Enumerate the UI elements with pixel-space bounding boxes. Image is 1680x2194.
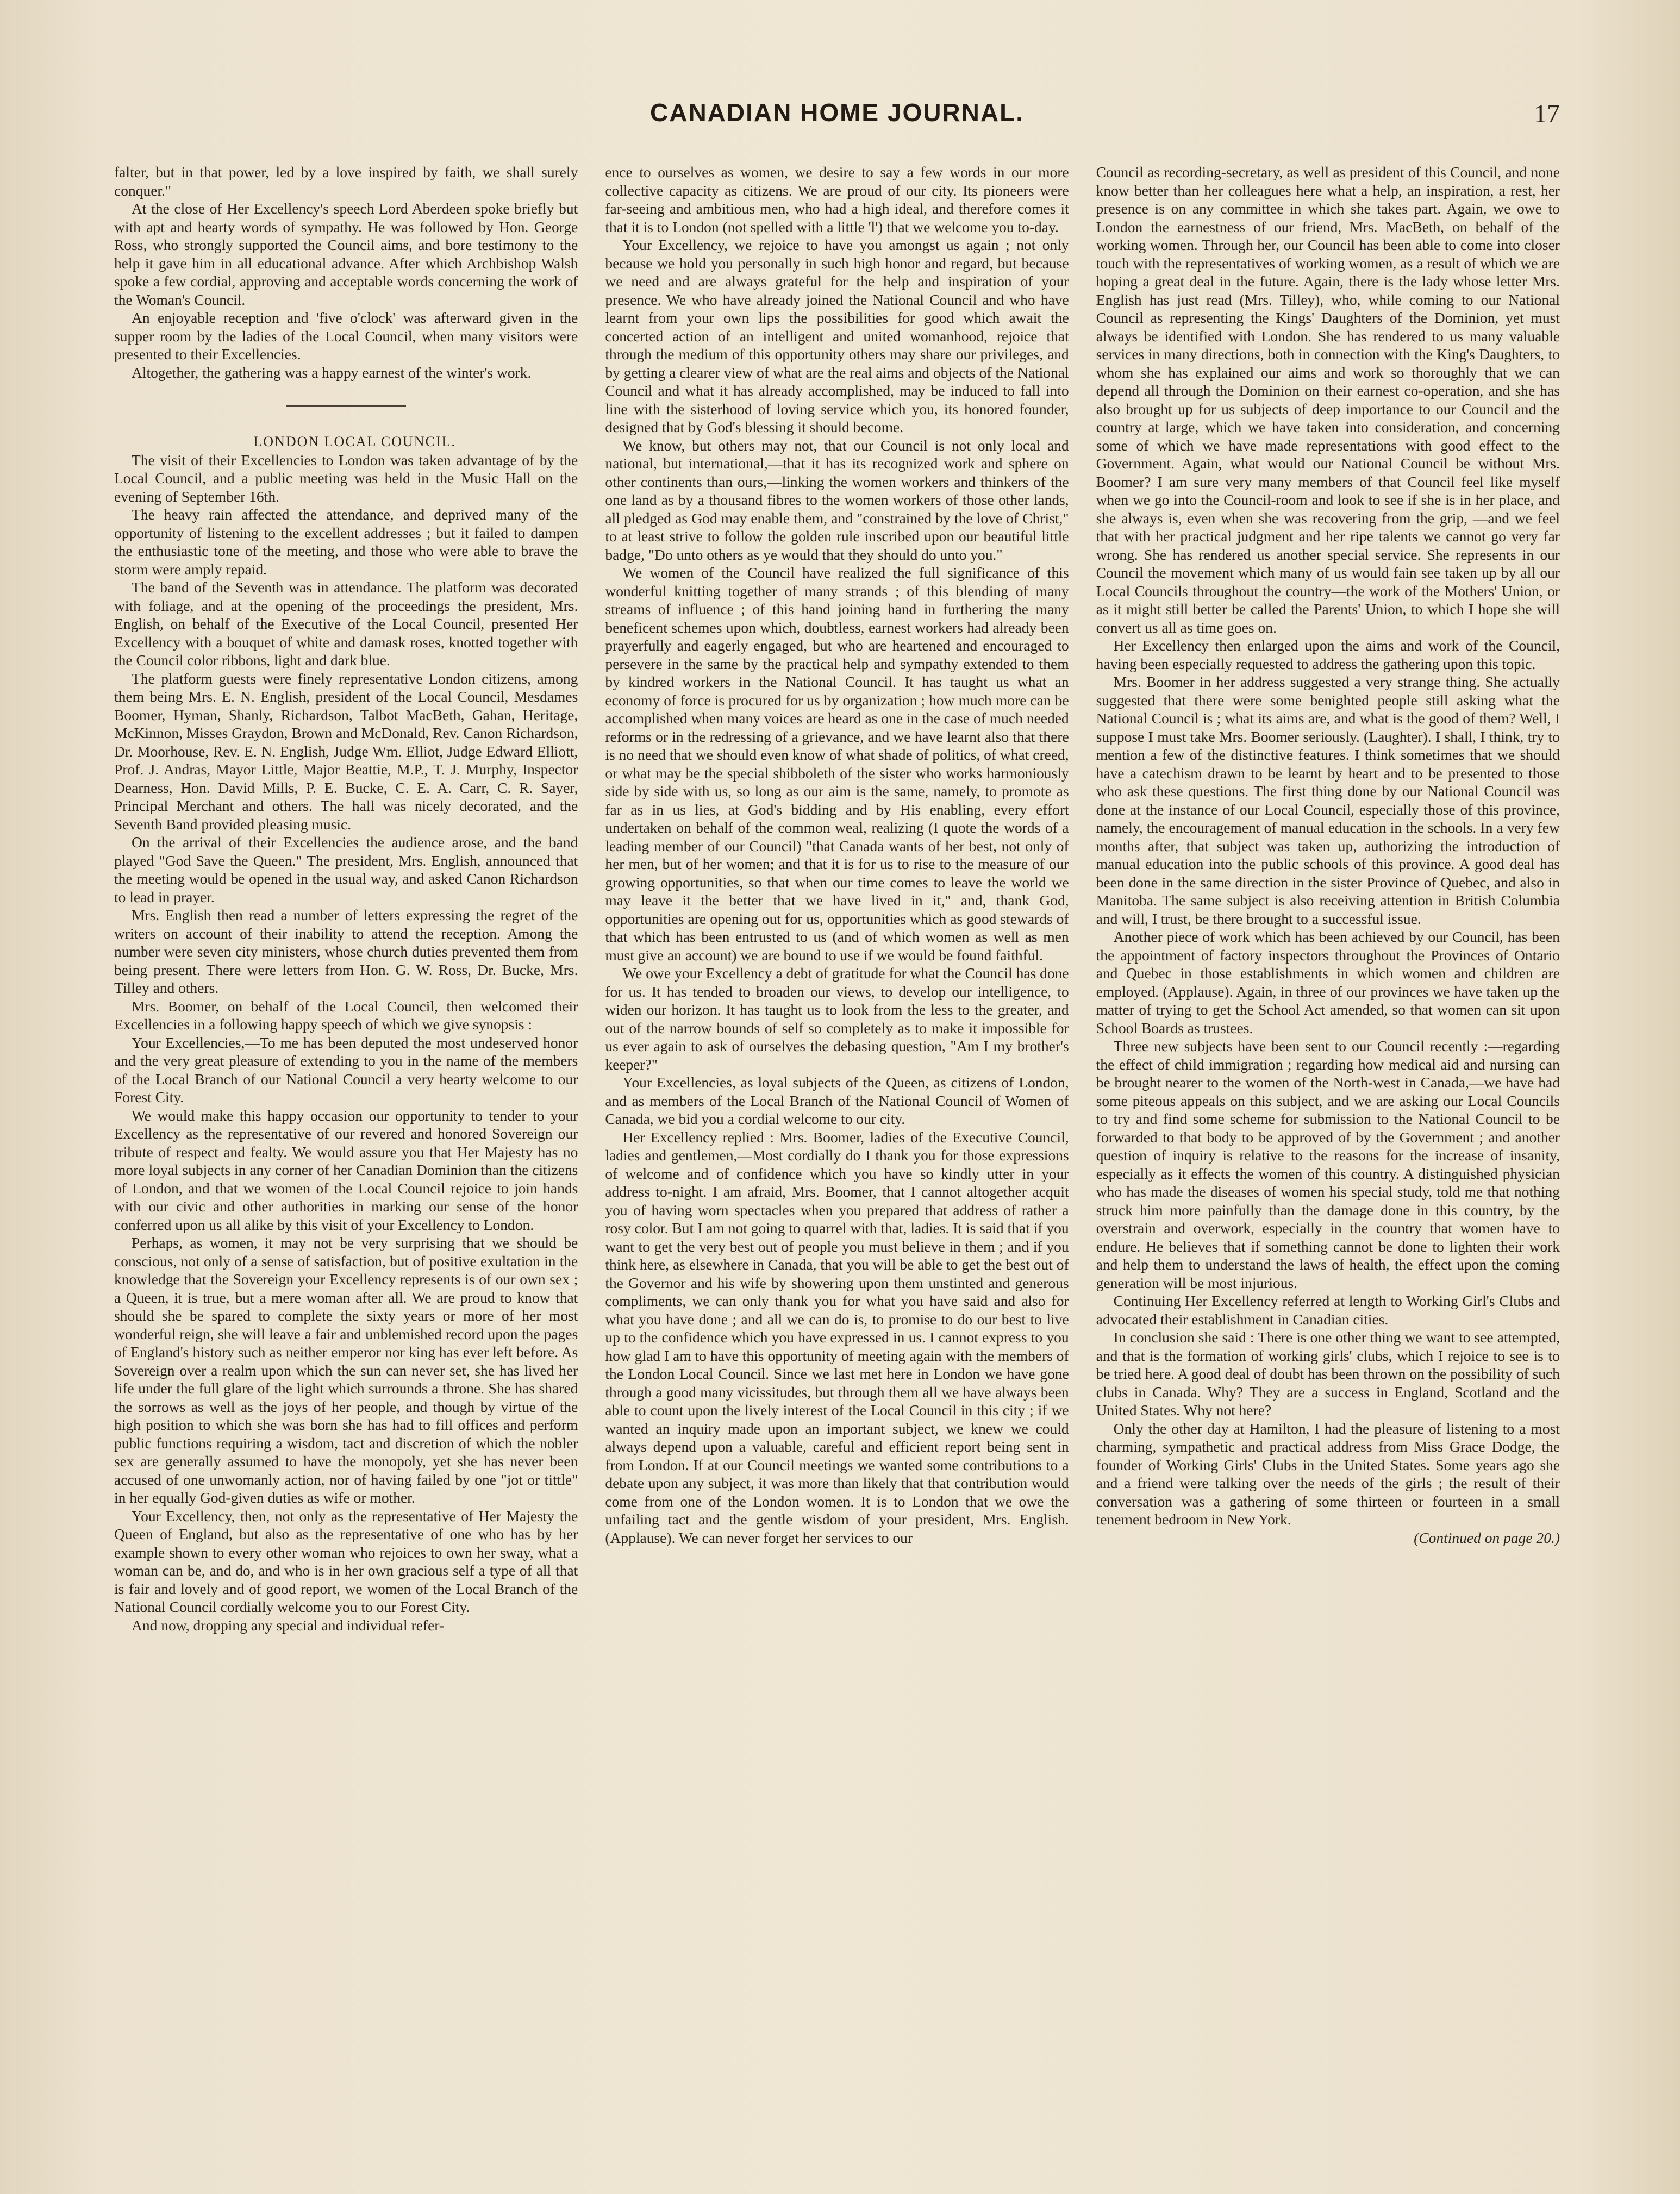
paragraph: The heavy rain affected the attendance, and deprived many of the opportunity of listening to the excellent addresses ; but it failed to dampen the enthusiastic tone of the meeting, and those who were able to brave the storm were amply repaid. <box>114 506 578 578</box>
paragraph: Continuing Her Excellency referred at length to Working Girl's Clubs and advocated their establishment in Canadian cities. <box>1096 1292 1560 1328</box>
paragraph: ence to ourselves as women, we desire to say a few words in our more collective capacity as citizens. We are proud of our city. Its pioneers were far-seeing and ambitious men, who had a high ideal, and therefore comes it that it is to London (not spelled with a little 'l') that we welcome you to-day. <box>605 164 1069 235</box>
paragraph: The band of the Seventh was in attendance. The platform was decorated with foliage, and at the opening of the proceedings the president, Mrs. English, on behalf of the Executive of the Local Council, presented Her Excellency with a bouquet of white and damask roses, knotted together with the Council color ribbons, light and dark blue. <box>114 579 578 668</box>
paragraph: Perhaps, as women, it may not be very surprising that we should be conscious, not only of a sense of satisfaction, but of positive exultation in the knowledge that the Sovereign your Excellency represents is of our own sex ; a Queen, it is true, but a mere woman after all. We are proud to know that should she be spared to complete the sixty years or more of her most wonderful reign, she will leave a fair and unblemished record upon the pages of England's history such as neither emperor nor king has ever left before. As Sovereign over a realm upon which the sun can never set, she has lived her life under the full glare of the light which surrounds a throne. She has shared the sorrows as well as the joys of her people, and though by virtue of the high position to which she was born she has had to fill offices and perform public functions requiring a wisdom, tact and discretion of which the nobler sex are generally assumed to have the monopoly, yet she has never been accused of one unwomanly action, nor of having failed by one "jot or tittle" in her equally God-given duties as wife or mother. <box>114 1234 578 1506</box>
page-number: 17 <box>1534 99 1560 128</box>
paragraph: Her Excellency then enlarged upon the aims and work of the Council, having been especially requested to address the gathering upon this topic. <box>1096 637 1560 672</box>
paragraph: We owe your Excellency a debt of gratitude for what the Council has done for us. It has tended to broaden our views, to develop our intelligence, to widen our horizon. It has taught us to look from the less to the greater, and out of the narrow bounds of self so completely as to make it impossible for us ever again to ask of ourselves the debasing question, "Am I my brother's keeper?" <box>605 965 1069 1073</box>
paragraph: falter, but in that power, led by a love inspired by faith, we shall surely conquer." <box>114 164 578 199</box>
paragraph: The visit of their Excellencies to London was taken advantage of by the Local Council, and a public meeting was held in the Music Hall on the evening of September 16th. <box>114 451 578 505</box>
paragraph: At the close of Her Excellency's speech Lord Aberdeen spoke briefly but with apt and hearty words of sympathy. He was followed by Hon. George Ross, who strongly supported the Council aims, and bore testimony to the help it gave him in all educational advance. After which Archbishop Walsh spoke a few cordial, approving and acceptable words concerning the work of the Woman's Council. <box>114 200 578 308</box>
paragraph: We women of the Council have realized the full significance of this wonderful knitting together of many strands ; of this blending of many streams of influence ; of this hand joining hand in furthering the many beneficent schemes upon which, doubtless, earnest workers had already been prayerfully and eagerly engaged, but who are heartened and encouraged to persevere in the same by the practical help and sympathy extended to them by kindred workers in the National Council. It has taught us what an economy of force is procured for us by organization ; how much more can be accomplished when many voices are heard as one in the case of much needed reforms or in the redressing of a grievance, and we have learnt also that there is no need that we should even know of what shade of politics, of what creed, or what may be the special shibboleth of the sister who works harmoniously side by side with us, so long as our aim is the same, namely, to promote as far as in us lies, at God's bidding and by His enabling, every effort undertaken on behalf of the common weal, realizing (I quote the words of a leading member of our Council) "that Canada wants of her best, not only of her men, but of her women; and that it is for us to rise to the measure of our growing opportunities, so that when our time comes to leave the world we may leave it the better that we have lived in it," and, thank God, opportunities are opening out for us, opportunities which as good stewards of that which has been entrusted to us (and of which women as well as men must give an account) we are bound to use if we would be found faithful. <box>605 564 1069 964</box>
paragraph: In conclusion she said : There is one other thing we want to see attempted, and that is the formation of working girls' clubs, which I rejoice to see is to be tried here. A good deal of doubt has been thrown on the possibility of such clubs in Canada. Why? They are a success in England, Scotland and the United States. Why not here? <box>1096 1329 1560 1418</box>
paragraph: And now, dropping any special and individual refer- <box>132 1616 445 1634</box>
paragraph: Your Excellency, then, not only as the representative of Her Majesty the Queen of England, but also as the representative of one who has by her example shown to every other woman who rejoices to own her sway, what a woman can be, and do, and who is in her own gracious self a type of all that is fair and lovely and of good report, we women of the Local Branch of the National Council cordially welcome you to our Forest City. <box>114 1507 578 1615</box>
continued-note: (Continued on page 20.) <box>1414 1529 1560 1546</box>
paragraph: Altogether, the gathering was a happy earnest of the winter's work. <box>132 364 532 381</box>
paragraph: Your Excellency, we rejoice to have you amongst us again ; not only because we hold you personally in such high honor and regard, but because we need and are always grateful for the help and inspiration of your presence. We who have already joined the National Council and who have learnt from your own lips the possibilities for good which await the concerted action of an intelligent and united womanhood, rejoice that through the medium of this opportunity others may share our privileges, and by getting a clearer view of what are the real aims and objects of the National Council and what it has already accomplished, may be induced to fall into line with the sisterhood of loving service which you, its honored founder, designed that by God's blessing it should become. <box>605 236 1069 435</box>
paragraph: On the arrival of their Excellencies the audience arose, and the band played "God Save the Queen." The president, Mrs. English, announced that the meeting would be opened in the usual way, and asked Canon Richardson to lead in prayer. <box>114 834 578 905</box>
paragraph: Her Excellency replied : Mrs. Boomer, ladies of the Executive Council, ladies and gentlemen,—Most cordially do I thank you for those expressions of welcome and of confidence which you have so kindly utter in your address to-night. I am afraid, Mrs. Boomer, that I cannot altogether acquit you of having worn spectacles when you prepared that address of rather a rosy color. But I am not going to quarrel with that, ladies. It is said that if you want to get the very best out of people you must believe in them ; and if you think here, as elsewhere in Canada, that you will be able to get the best out of the Governor and his wife by showering upon them unstinted and generous compliments, we can only thank you for what you have said and also for what you have done ; and all we can do is, to promise to do our best to live up to the confidence which you have expressed in us. I cannot express to you how glad I am to have this opportunity of meeting again with the members of the London Local Council. Since we last met here in London we have gone through a good many vicissitudes, but through them all we have always been able to count upon the lively interest of the Local Council in this city ; if we wanted an inquiry made upon an important subject, we knew we could always depend upon a valuable, careful and efficient report being sent in from London. If at our Council meetings we wanted some contributions to a debate upon any subject, it was more than likely that that contribution would come from one of the London women. It is to London that we owe the unfailing tact and the gentle wisdom of your president, Mrs. English. (Applause). We can never forget her services to our <box>605 1128 1069 1546</box>
section-divider <box>286 405 406 407</box>
paragraph: Three new subjects have been sent to our Council recently :—regarding the effect of child immigration ; regarding how medical aid and nursing can be brought nearer to the women of the North-west in Canada,—we have had some piteous appeals on this subject, and we are asking our Local Councils to try and find some scheme for submission to the National Council to be forwarded to that body to be approved of by the Government ; and another question of inquiry is relative to the reasons for the increase of insanity, especially as it effects the women of this country. A distinguished physician who has made the diseases of women his special study, told me that nothing struck him more painfully than the damage done in this country, by the overstrain and overwork, especially in the country that women have to endure. He believes that if something cannot be done to lighten their work and help them to understand the laws of health, the effect upon the coming generation will be most injurious. <box>1096 1037 1560 1291</box>
column-3 <box>1096 163 1560 2098</box>
paragraph: Another piece of work which has been achieved by our Council, has been the appointment of factory inspectors throughout the Provinces of Ontario and Quebec in those establishments in which women and children are employed. (Applause). Again, in three of our provinces we have taken up the matter of trying to get the School Act amended, so that women can sit upon School Boards as trustees. <box>1096 928 1560 1036</box>
paragraph: An enjoyable reception and 'five o'clock' was afterward given in the supper room by the ladies of the Local Council, when many visitors were presented to their Excellencies. <box>114 309 578 362</box>
paragraph: The platform guests were finely representative London citizens, among them being Mrs. E. N. English, president of the Local Council, Mesdames Boomer, Hyman, Shanly, Richardson, Talbot MacBeth, Gahan, Heritage, McKinnon, Misses Graydon, Brown and McDonald, Rev. Canon Richardson, Dr. Moorhouse, Rev. E. N. English, Judge Wm. Elliot, Judge Edward Elliott, Prof. J. Andras, Mayor Little, Major Beattie, M.P., T. J. Murphy, Inspector Dearness, Hon. David Mills, P. E. Bucke, C. E. A. Carr, C. R. Sayer, Principal Merchant and others. The hall was nicely decorated, and the Seventh Band provided pleasing music. <box>114 670 578 833</box>
paragraph: Council as recording-secretary, as well as president of this Council, and none know better than her colleagues here what a help, an inspiration, a rest, her presence is on any committee in which she takes part. Again, we owe to London the earnestness of our friend, Mrs. MacBeth, on behalf of the working women. Through her, our Council has been able to come into closer touch with the representatives of working women, as a result of which we are hoping a great deal in the future. Again, there is the lady whose letter Mrs. English has just read (Mrs. Tilley), who, while coming to our National Council as representing the Kings' Daughters of the Dominion, yet must always be identified with London. She has rendered to us many valuable services in many directions, both in connection with the King's Daughters, to whom she has explained our aims and work so thoroughly that we can depend all through the Dominion on their earnest co-operation, and she has also brought up for us subjects of deep importance to our Council and the country at large, which we have taken into consideration, and concerning some of which we have made representations with good effect to the Government. Again, what would our National Council be without Mrs. Boomer? I am sure very many members of that Council feel like myself when we go into the Council-room and look to see if she is in her place, and she always is, even when she was recovering from the grip, —and we feel that with her practical judgment and her ripe talents we cannot go very far wrong. She has rendered us another special service. She represents in our Council the movement which many of us would fain see taken up by all our Local Councils throughout the country—the work of the Mothers' Union, or as it might still better be called the Parents' Union, to which I hope she will convert us all as time goes on. <box>1096 164 1560 636</box>
paragraph: We know, but others may not, that our Council is not only local and national, but international,—that it has its recognized work and sphere on other continents than ours,—linking the women workers and thinkers of the one land as by a thousand fibres to the women workers of those other lands, all pledged as God may enable them, and "constrained by the love of Christ," to at least strive to follow the golden rule inscribed upon our beautiful little badge, "Do unto others as ye would that they should do unto you." <box>605 436 1069 563</box>
column-1 <box>114 163 578 2098</box>
paragraph: Your Excellencies,—To me has been deputed the most undeserved honor and the very great pleasure of extending to you in the name of the members of the Local Branch of our National Council a very hearty welcome to our Forest City. <box>114 1034 578 1105</box>
text-columns <box>114 163 1560 2098</box>
paragraph: Mrs. Boomer, on behalf of the Local Council, then welcomed their Excellencies in a following happy speech of which we give synopsis : <box>114 997 578 1033</box>
page-header <box>114 98 1560 141</box>
journal-title: CANADIAN HOME JOURNAL. <box>650 98 1024 127</box>
section-heading: LONDON LOCAL COUNCIL. <box>253 434 456 449</box>
paragraph: Mrs. English then read a number of letters expressing the regret of the writers on account of their inability to attend the reception. Among the number were seven city ministers, whose church duties prevented them from being present. There were letters from Hon. G. W. Ross, Dr. Bucke, Mrs. Tilley and others. <box>114 907 578 996</box>
paragraph: We would make this happy occasion our opportunity to tender to your Excellency as the representative of our revered and honored Sovereign our tribute of respect and fealty. We would assure you that Her Majesty has no more loyal subjects in any corner of her Canadian Dominion than the citizens of London, and that we women of the Local Council rejoice to join hands with our civic and other authorities in marking our sense of the honor conferred upon us all alike by this visit of your Excellency to London. <box>114 1107 578 1233</box>
paragraph: Your Excellencies, as loyal subjects of the Queen, as citizens of London, and as members of the Local Branch of the National Council of Women of Canada, we bid you a cordial welcome to our city. <box>605 1074 1069 1127</box>
paragraph: Only the other day at Hamilton, I had the pleasure of listening to a most charming, sympathetic and practical address from Miss Grace Dodge, the founder of Working Girls' Clubs in the United States. Some years ago she and a friend were talking over the needs of the girls ; the result of their conversation was a gathering of some thirteen or fourteen in a small tenement bedroom in New York. <box>1096 1420 1560 1528</box>
paragraph: Mrs. Boomer in her address suggested a very strange thing. She actually suggested that there were some benighted people still asking what the National Council is ; what its aims are, and what is the good of them? Well, I suppose I must take Mrs. Boomer seriously. (Laughter). I shall, I think, try to mention a few of the distinctive features. I think sometimes that we should have a catechism drawn to be learnt by heart and to be presented to those who ask these questions. The first thing done by our National Council was done at the instance of our Local Council, especially those of this province, namely, the encouragement of manual education in the schools. In a very few months after, that subject was taken up, authorizing the introduction of manual education into the public schools of this province. A good deal has been done in the same direction in the sister Province of Quebec, and also in Manitoba. The same subject is also receiving attention in British Columbia and will, I trust, be there brought to a successful issue. <box>1096 673 1560 927</box>
column-2 <box>605 163 1069 2098</box>
